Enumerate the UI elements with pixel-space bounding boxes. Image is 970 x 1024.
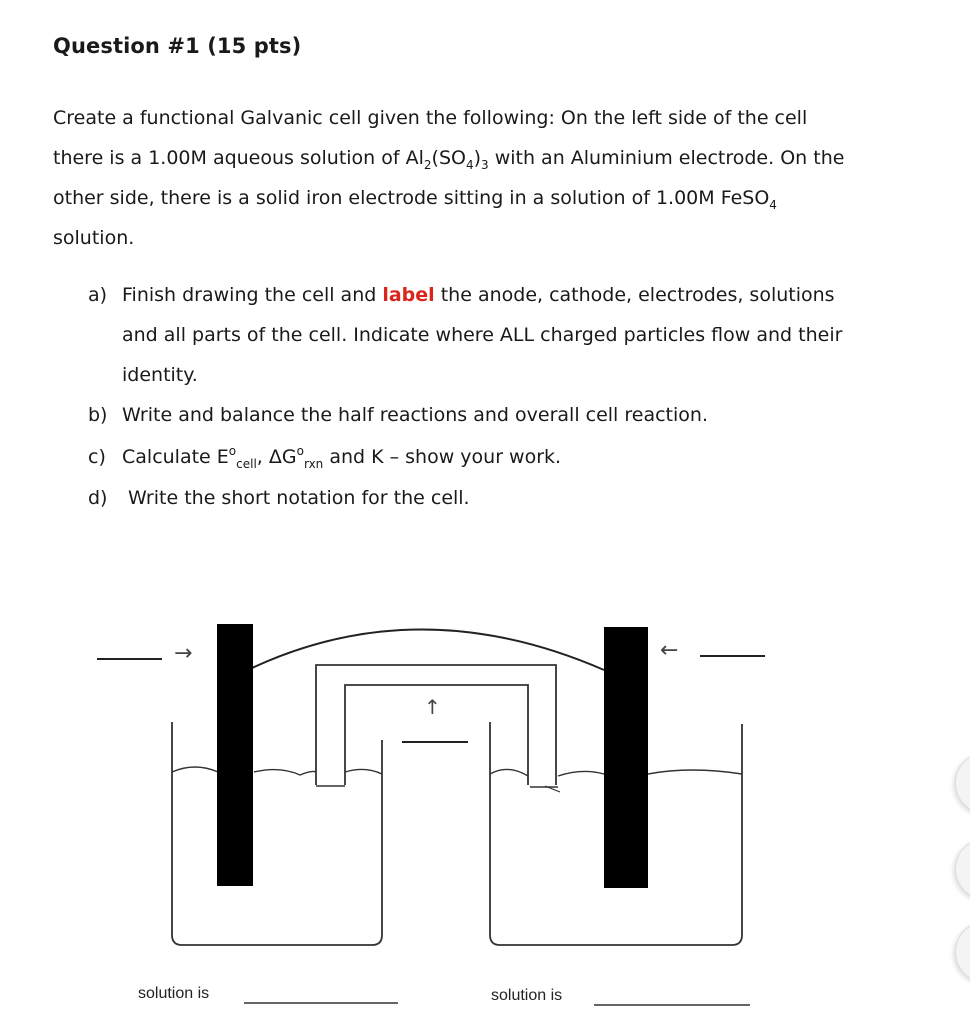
- intro-line-1: Create a functional Galvanic cell given the following: On the left side of the cell: [53, 107, 808, 129]
- left-electrode: [217, 624, 253, 886]
- left-beaker: [172, 722, 382, 945]
- intro-line-3: other side, there is a solid iron electrode sitting in a solution of 1.00M FeSO$_4$: [53, 187, 777, 212]
- intro-line-4: solution.: [53, 227, 135, 249]
- external-wire: [252, 629, 604, 670]
- right-arrow-icon: ←: [660, 638, 679, 663]
- left-solution-label: solution is: [138, 985, 210, 1002]
- left-solution-surface: [172, 767, 382, 775]
- part-d-text: Write the short notation for the cell.: [128, 487, 470, 509]
- right-electrode: [604, 627, 648, 888]
- intro-line-2: there is a 1.00M aqueous solution of $Al_2(SO_4)_3$ with an Aluminium electrode. On the: [53, 147, 845, 172]
- left-arrow-icon: →: [174, 641, 193, 666]
- part-b-letter: b): [88, 404, 108, 426]
- right-solution-label: solution is: [491, 987, 563, 1004]
- label-emphasis: label: [382, 284, 435, 306]
- salt-bridge-outer: [316, 665, 556, 785]
- part-b-text: Write and balance the half reactions and overall cell reaction.: [122, 404, 708, 426]
- question-title: Question #1 (15 pts): [53, 34, 302, 58]
- part-c-text: Calculate $E^o_{cell}$, $\Delta G^o_{rxn}$ and K – show your work.: [122, 444, 562, 471]
- part-d-letter: d): [88, 487, 108, 509]
- part-a-text: Finish drawing the cell and label the anode, cathode, electrodes, solutions and all parts of the cell. Indicate where ALL charged particles flow and their identity.: [122, 284, 843, 386]
- part-c-letter: c): [88, 446, 106, 468]
- up-arrow-icon: ↑: [424, 695, 441, 719]
- part-a-letter: a): [88, 284, 108, 306]
